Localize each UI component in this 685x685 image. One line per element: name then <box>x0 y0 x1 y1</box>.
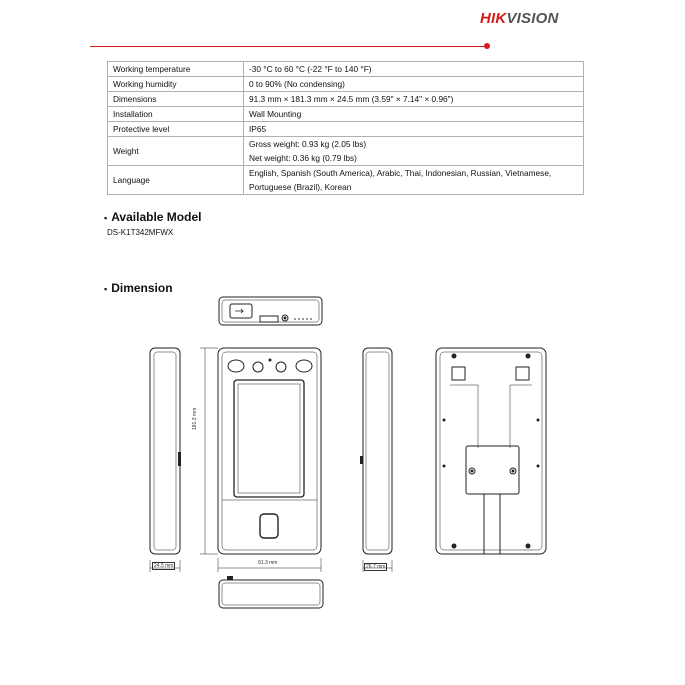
spec-key: Installation <box>108 107 244 122</box>
bullet-icon: ▪ <box>104 284 108 294</box>
spec-key: Weight <box>108 137 244 166</box>
spec-value-line: English, Spanish (South America), Arabic, Thai, Indonesian, Russian, Vietnamese, <box>249 168 552 178</box>
available-model-heading-text: Available Model <box>111 210 202 224</box>
spec-value-line: 0 to 90% (No condensing) <box>249 79 345 89</box>
vent-holes <box>294 318 312 320</box>
bullet-icon: ▪ <box>104 213 108 223</box>
depth-left-dimension-label: 24.5 mm <box>154 563 174 569</box>
spec-value-line: Gross weight: 0.93 kg (2.05 lbs) <box>249 139 367 149</box>
back-view <box>436 348 546 554</box>
front-view <box>200 348 321 572</box>
spec-key: Working humidity <box>108 77 244 92</box>
logo-hik-text: HIK <box>480 10 507 27</box>
left-side-view <box>150 348 181 572</box>
spec-value-line: Wall Mounting <box>249 109 302 119</box>
right-side-view <box>360 348 392 572</box>
height-dimension-label: 181.3 mm <box>192 407 198 430</box>
spec-key: Language <box>108 166 244 195</box>
logo-vision-text: VISION <box>506 10 559 27</box>
spec-value-line: 91.3 mm × 181.3 mm × 24.5 mm (3.59" × 7.14" × 0.96") <box>249 94 454 104</box>
screw-holes <box>443 354 540 549</box>
spec-value-line: -30 °C to 60 °C (-22 °F to 140 °F) <box>249 64 372 74</box>
spec-key: Working temperature <box>108 62 244 77</box>
bottom-view <box>219 576 323 608</box>
depth-right-dimension-label: 26.7 mm <box>366 564 386 570</box>
top-view <box>219 297 322 325</box>
spec-key: Dimensions <box>108 92 244 107</box>
model-number: DS-K1T342MFWX <box>107 228 174 237</box>
spec-value-line: Portuguese (Brazil), Korean <box>249 182 352 192</box>
width-dimension-label: 91.3 mm <box>258 560 278 566</box>
spec-key: Protective level <box>108 122 244 137</box>
dimension-heading-text: Dimension <box>111 281 173 295</box>
spec-value-line: IP65 <box>249 124 267 134</box>
spec-value-line: Net weight: 0.36 kg (0.79 lbs) <box>249 153 357 163</box>
